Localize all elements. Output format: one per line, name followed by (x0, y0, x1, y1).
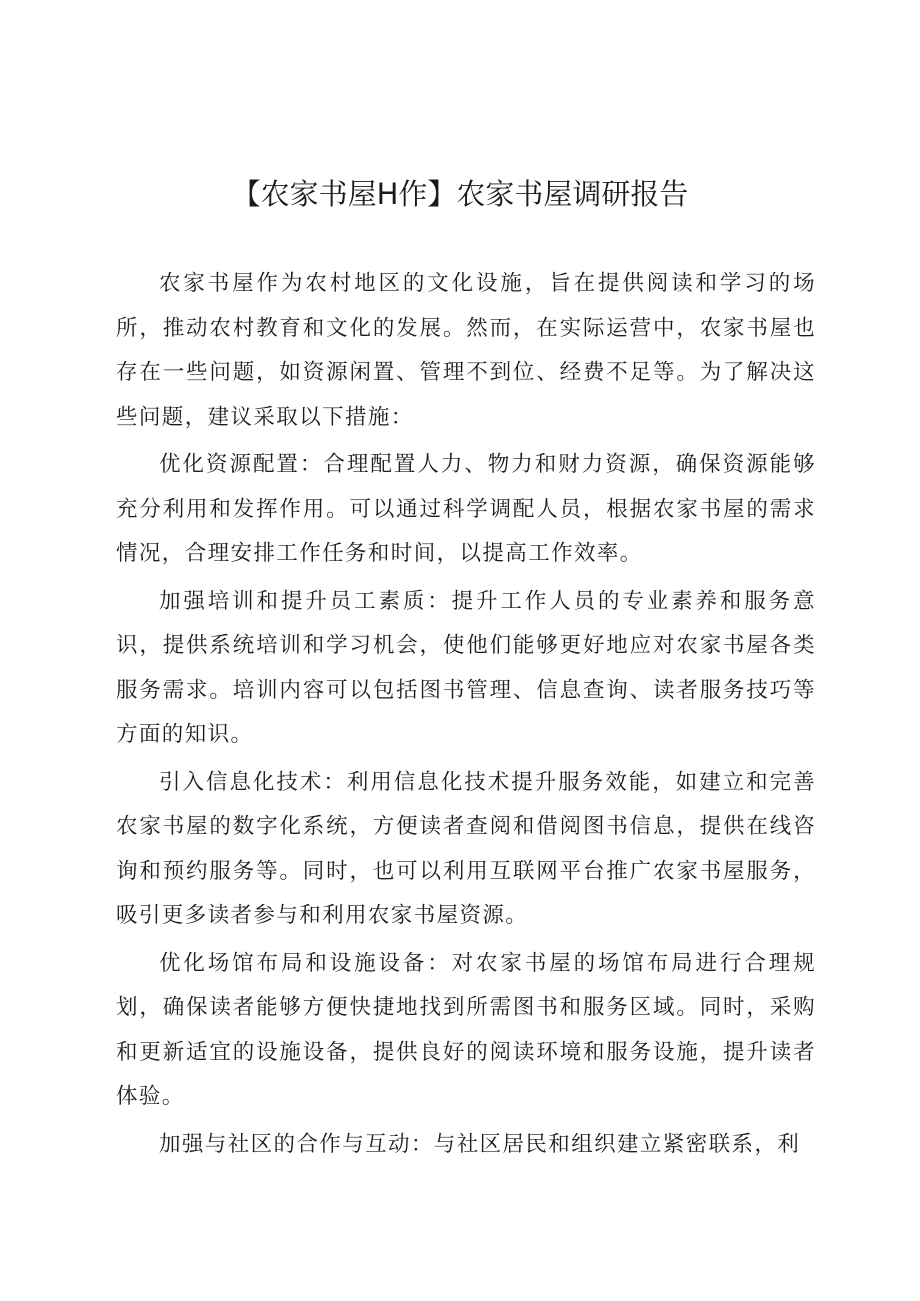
paragraph-intro: 农家书屋作为农村地区的文化设施，旨在提供阅读和学习的场所，推动农村教育和文化的发展。然而，在实际运营中，农家书屋也存在一些问题，如资源闲置、管理不到位、经费不足等。为了解决这些问题，建议采取以下措施： (116, 271, 816, 430)
paragraph-optimize-resources: 优化资源配置：合理配置人力、物力和财力资源，确保资源能够充分利用和发挥作用。可以通过科学调配人员，根据农家书屋的需求情况，合理安排工作任务和时间，以提高工作效率。 (116, 452, 816, 566)
paragraph-venue-layout: 优化场馆布局和设施设备：对农家书屋的场馆布局进行合理规划，确保读者能够方便快捷地找到所需图书和服务区域。同时，采购和更新适宜的设施设备，提供良好的阅读环境和服务设施，提升读者体验。 (116, 950, 816, 1109)
paragraph-community-cooperation: 加强与社区的合作与互动：与社区居民和组织建立紧密联系，利 (159, 1131, 801, 1157)
paragraph-information-technology: 引入信息化技术：利用信息化技术提升服务效能，如建立和完善农家书屋的数字化系统，方便读者查阅和借阅图书信息，提供在线咨询和预约服务等。同时，也可以利用互联网平台推广农家书屋服务，吸引更多读者参与和利用农家书屋资源。 (116, 769, 816, 928)
document-title: 【农家书屋H作】农家书屋调研报告 (231, 177, 689, 211)
paragraph-training: 加强培训和提升员工素质：提升工作人员的专业素养和服务意识，提供系统培训和学习机会，使他们能够更好地应对农家书屋各类服务需求。培训内容可以包括图书管理、信息查询、读者服务技巧等方面的知识。 (116, 588, 816, 747)
document-body (116, 262, 816, 1170)
